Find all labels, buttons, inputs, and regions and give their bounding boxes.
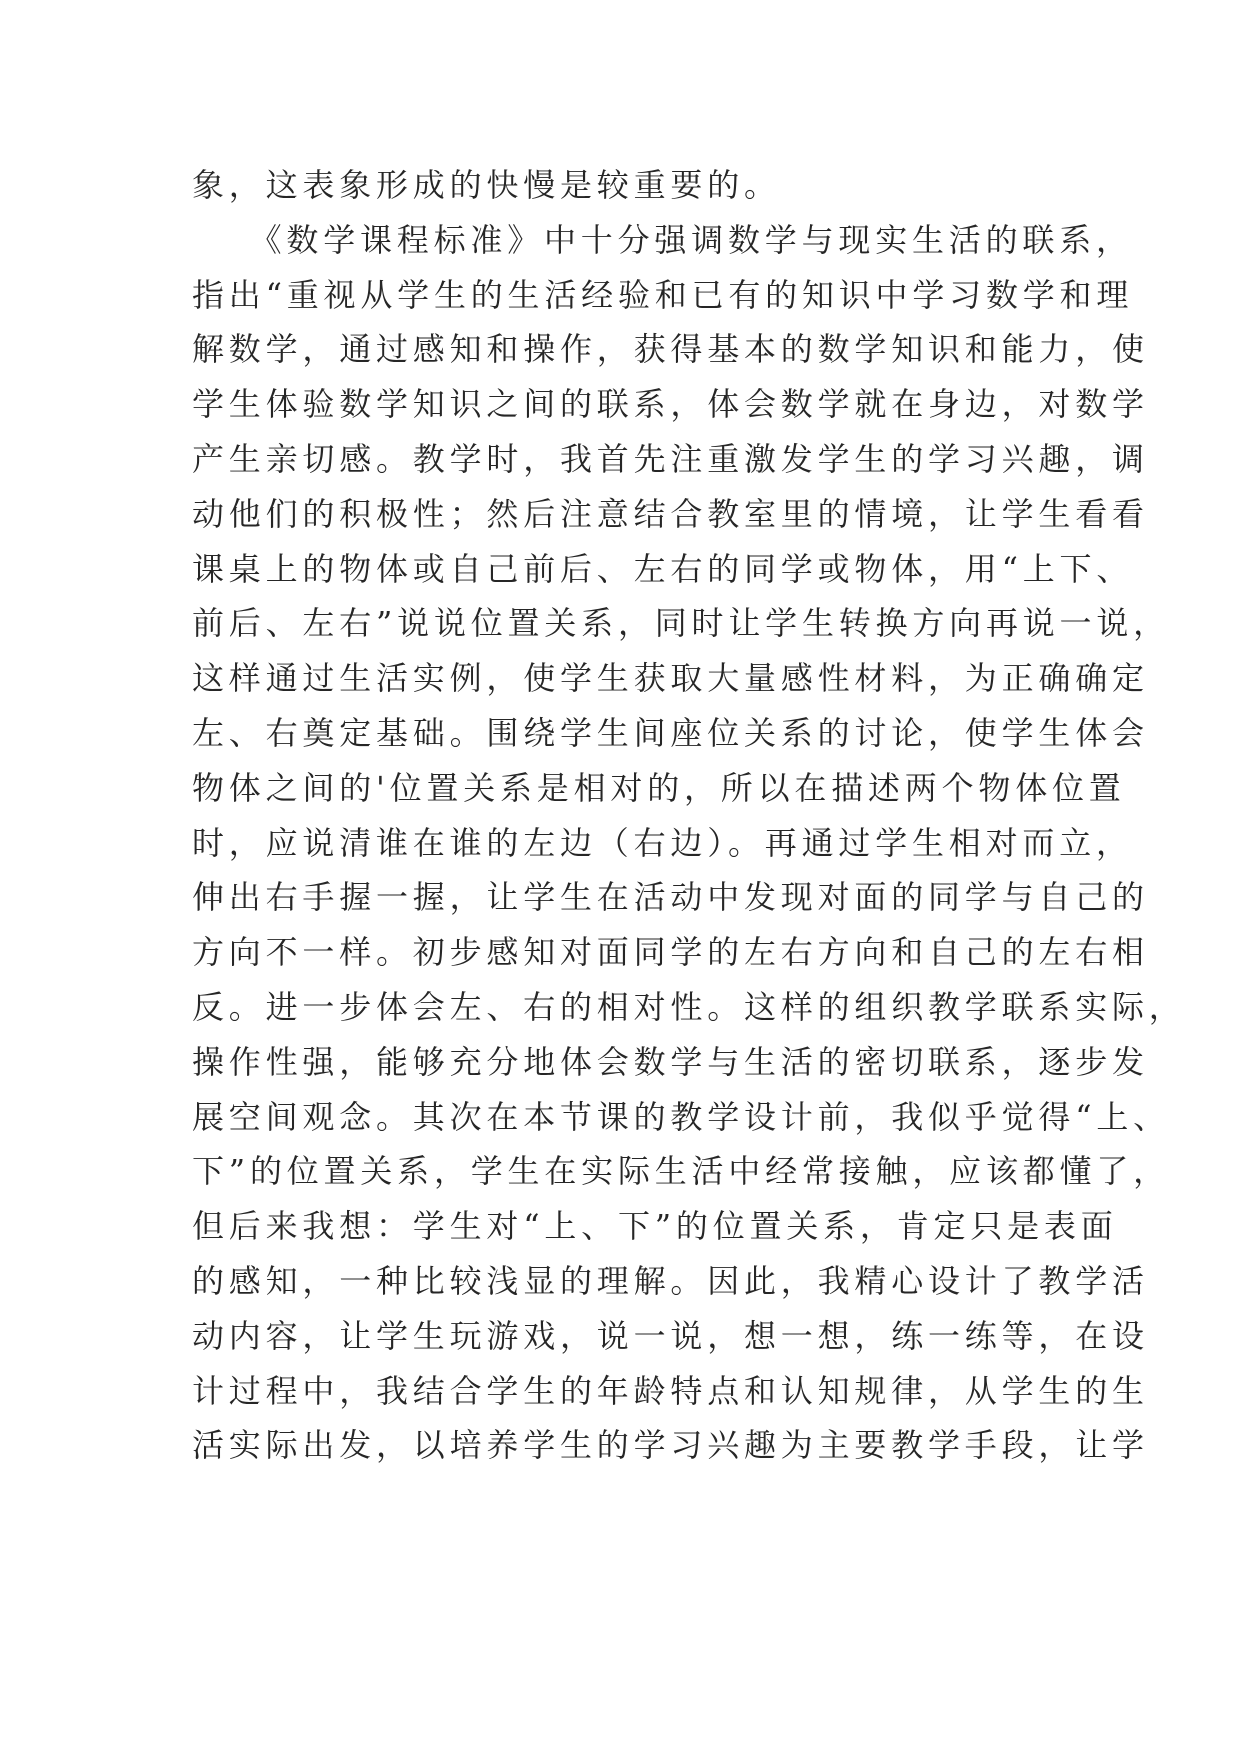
- text-line: 下”的位置关系，学生在实际生活中经常接触，应该都懂了，: [192, 1152, 1170, 1191]
- text-line: 动他们的积极性；然后注意结合教室里的情境，让学生看看: [192, 494, 1149, 533]
- text-line: 左、右奠定基础。围绕学生间座位关系的讨论，使学生体会: [192, 713, 1149, 752]
- text-line: 方向不一样。初步感知对面同学的左右方向和自己的左右相: [192, 933, 1149, 972]
- text-line: 操作性强，能够充分地体会数学与生活的密切联系，逐步发: [192, 1042, 1149, 1081]
- text-line: 时，应说清谁在谁的左边（右边）。再通过学生相对而立，: [192, 823, 1133, 862]
- text-line: 学生体验数学知识之间的联系，体会数学就在身边，对数学: [192, 385, 1149, 424]
- text-line: 指出“重视从学生的生活经验和已有的知识中学习数学和理: [192, 275, 1134, 314]
- text-line: 象，这表象形成的快慢是较重要的。: [192, 166, 781, 204]
- text-line: 计过程中，我结合学生的年龄特点和认知规律，从学生的生: [192, 1371, 1149, 1410]
- text-line: 的感知，一种比较浅显的理解。因此，我精心设计了教学活: [192, 1261, 1149, 1300]
- body-text: [192, 158, 1186, 1473]
- text-line: 这样通过生活实例，使学生获取大量感性材料，为正确确定: [192, 659, 1149, 698]
- text-line: 伸出右手握一握，让学生在活动中发现对面的同学与自己的: [192, 878, 1149, 917]
- text-line: 产生亲切感。教学时，我首先注重激发学生的学习兴趣，调: [192, 439, 1149, 478]
- text-line: 展空间观念。其次在本节课的教学设计前，我似乎觉得“上、: [192, 1097, 1170, 1136]
- text-line: 反。进一步体会左、右的相对性。这样的组织教学联系实际，: [192, 987, 1186, 1026]
- text-line: 前后、左右”说说位置关系，同时让学生转换方向再说一说，: [192, 604, 1170, 643]
- text-line: 课桌上的物体或自己前后、左右的同学或物体，用“上下、: [192, 549, 1134, 588]
- text-line: 但后来我想：学生对“上、下”的位置关系，肯定只是表面: [192, 1207, 1118, 1246]
- text-line: 活实际出发，以培养学生的学习兴趣为主要教学手段，让学: [192, 1426, 1149, 1465]
- text-line: 解数学，通过感知和操作，获得基本的数学知识和能力，使: [192, 330, 1149, 369]
- text-line: 物体之间的'位置关系是相对的，所以在描述两个物体位置: [192, 768, 1126, 807]
- text-line: 《数学课程标准》中十分强调数学与现实生活的联系，: [192, 220, 1133, 259]
- text-line: 动内容，让学生玩游戏，说一说，想一想，练一练等，在设: [192, 1316, 1149, 1355]
